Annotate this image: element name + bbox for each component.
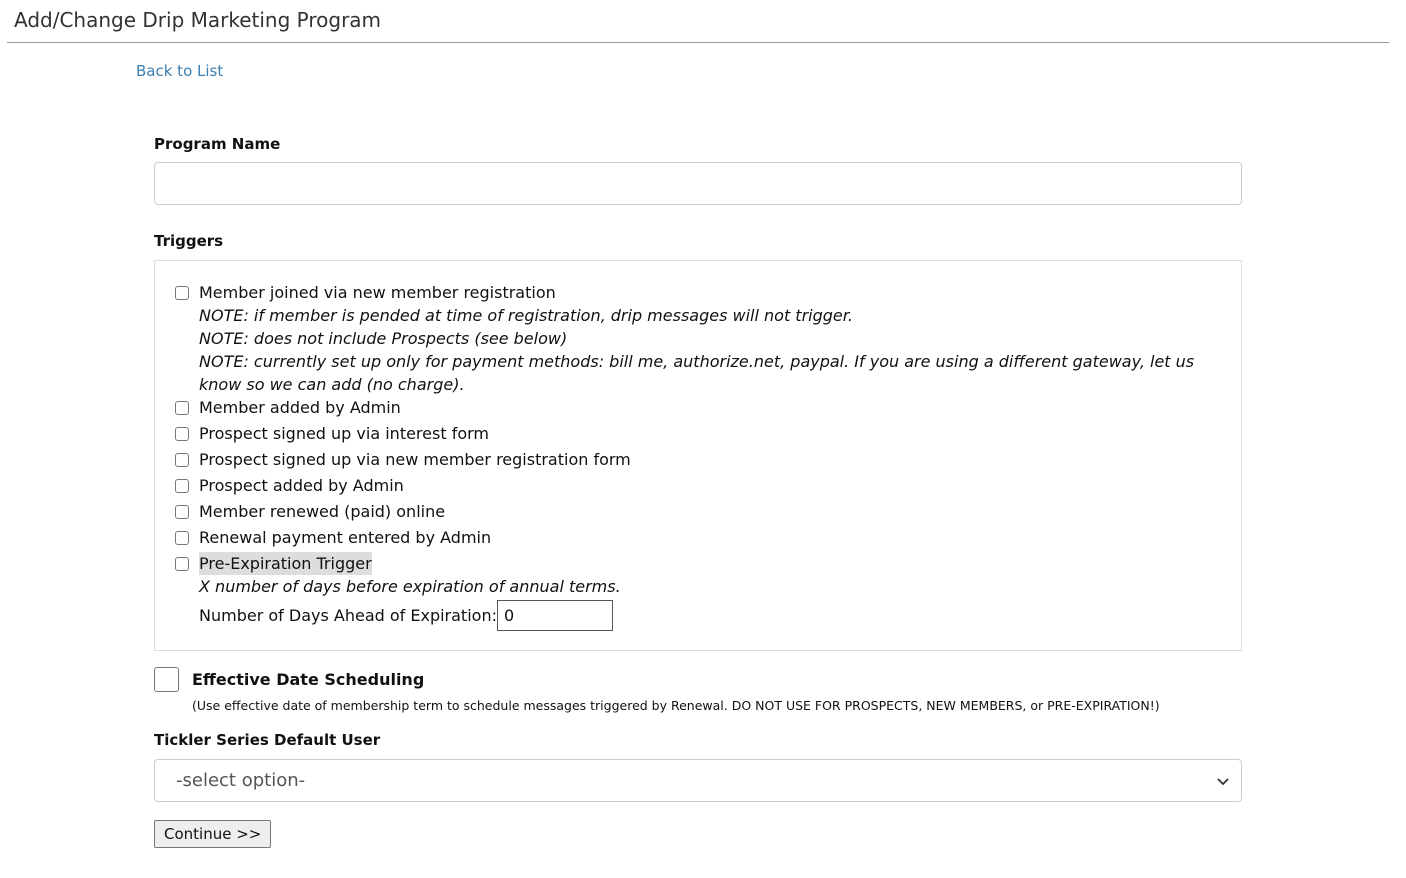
trigger-label: Renewal payment entered by Admin xyxy=(199,528,492,547)
trigger-label: Prospect signed up via new member registration form xyxy=(199,450,631,469)
days-ahead-field xyxy=(175,600,1221,631)
continue-button[interactable]: Continue >> xyxy=(154,820,271,848)
effective-date-row[interactable] xyxy=(154,667,1242,692)
trigger-label: Prospect signed up via interest form xyxy=(199,424,489,443)
triggers-label: Triggers xyxy=(154,232,224,250)
trigger-prospect-registration-form[interactable] xyxy=(175,448,1221,471)
trigger-renewal-payment-admin[interactable] xyxy=(175,526,1221,549)
triggers-box xyxy=(154,260,1242,651)
tickler-label: Tickler Series Default User xyxy=(154,731,381,749)
checkbox[interactable] xyxy=(175,286,189,300)
trigger-prospect-interest-form[interactable] xyxy=(175,422,1221,445)
checkbox[interactable] xyxy=(175,505,189,519)
page-title: Add/Change Drip Marketing Program xyxy=(14,8,382,32)
selected-option: -select option- xyxy=(176,770,306,791)
checkbox[interactable] xyxy=(175,557,189,571)
days-ahead-label: Number of Days Ahead of Expiration: xyxy=(199,606,497,625)
divider xyxy=(7,42,1389,43)
program-name-input[interactable] xyxy=(154,162,1242,205)
program-form xyxy=(154,135,1242,848)
trigger-label: Member joined via new member registration xyxy=(199,283,556,302)
trigger-member-renewed-online[interactable] xyxy=(175,500,1221,523)
trigger-note: NOTE: does not include Prospects (see below) xyxy=(199,329,568,348)
checkbox[interactable] xyxy=(175,531,189,545)
checkbox[interactable] xyxy=(175,479,189,493)
program-name-label: Program Name xyxy=(154,135,281,153)
effective-date-note: (Use effective date of membership term to schedule messages triggered by Renewal. DO NOT USE FOR PROSPECTS, NEW MEMBERS, or PRE-EXPIRATION!) xyxy=(192,698,1160,713)
days-ahead-input[interactable]: 0 xyxy=(497,600,613,631)
trigger-prospect-added-admin[interactable] xyxy=(175,474,1221,497)
trigger-label: Prospect added by Admin xyxy=(199,476,404,495)
trigger-member-joined[interactable] xyxy=(175,281,1221,304)
checkbox[interactable] xyxy=(175,401,189,415)
trigger-pre-expiration[interactable] xyxy=(175,552,1221,575)
trigger-member-added-admin[interactable] xyxy=(175,396,1221,419)
effective-date-checkbox[interactable] xyxy=(154,667,179,692)
trigger-note: NOTE: if member is pended at time of registration, drip messages will not trigger. xyxy=(199,306,853,325)
trigger-label: Member added by Admin xyxy=(199,398,401,417)
tickler-user-select[interactable] xyxy=(154,759,1242,802)
checkbox[interactable] xyxy=(175,453,189,467)
trigger-label: Pre-Expiration Trigger xyxy=(199,554,372,573)
trigger-note: NOTE: currently set up only for payment methods: bill me, authorize.net, paypal. If you are using a different gateway, let us know so we can add (no charge). xyxy=(199,352,1195,394)
trigger-note: X number of days before expiration of annual terms. xyxy=(199,577,621,596)
effective-date-label: Effective Date Scheduling xyxy=(192,670,425,689)
trigger-label: Member renewed (paid) online xyxy=(199,502,446,521)
back-to-list-link[interactable]: Back to List xyxy=(136,62,224,80)
checkbox[interactable] xyxy=(175,427,189,441)
chevron-down-icon xyxy=(1217,770,1229,791)
